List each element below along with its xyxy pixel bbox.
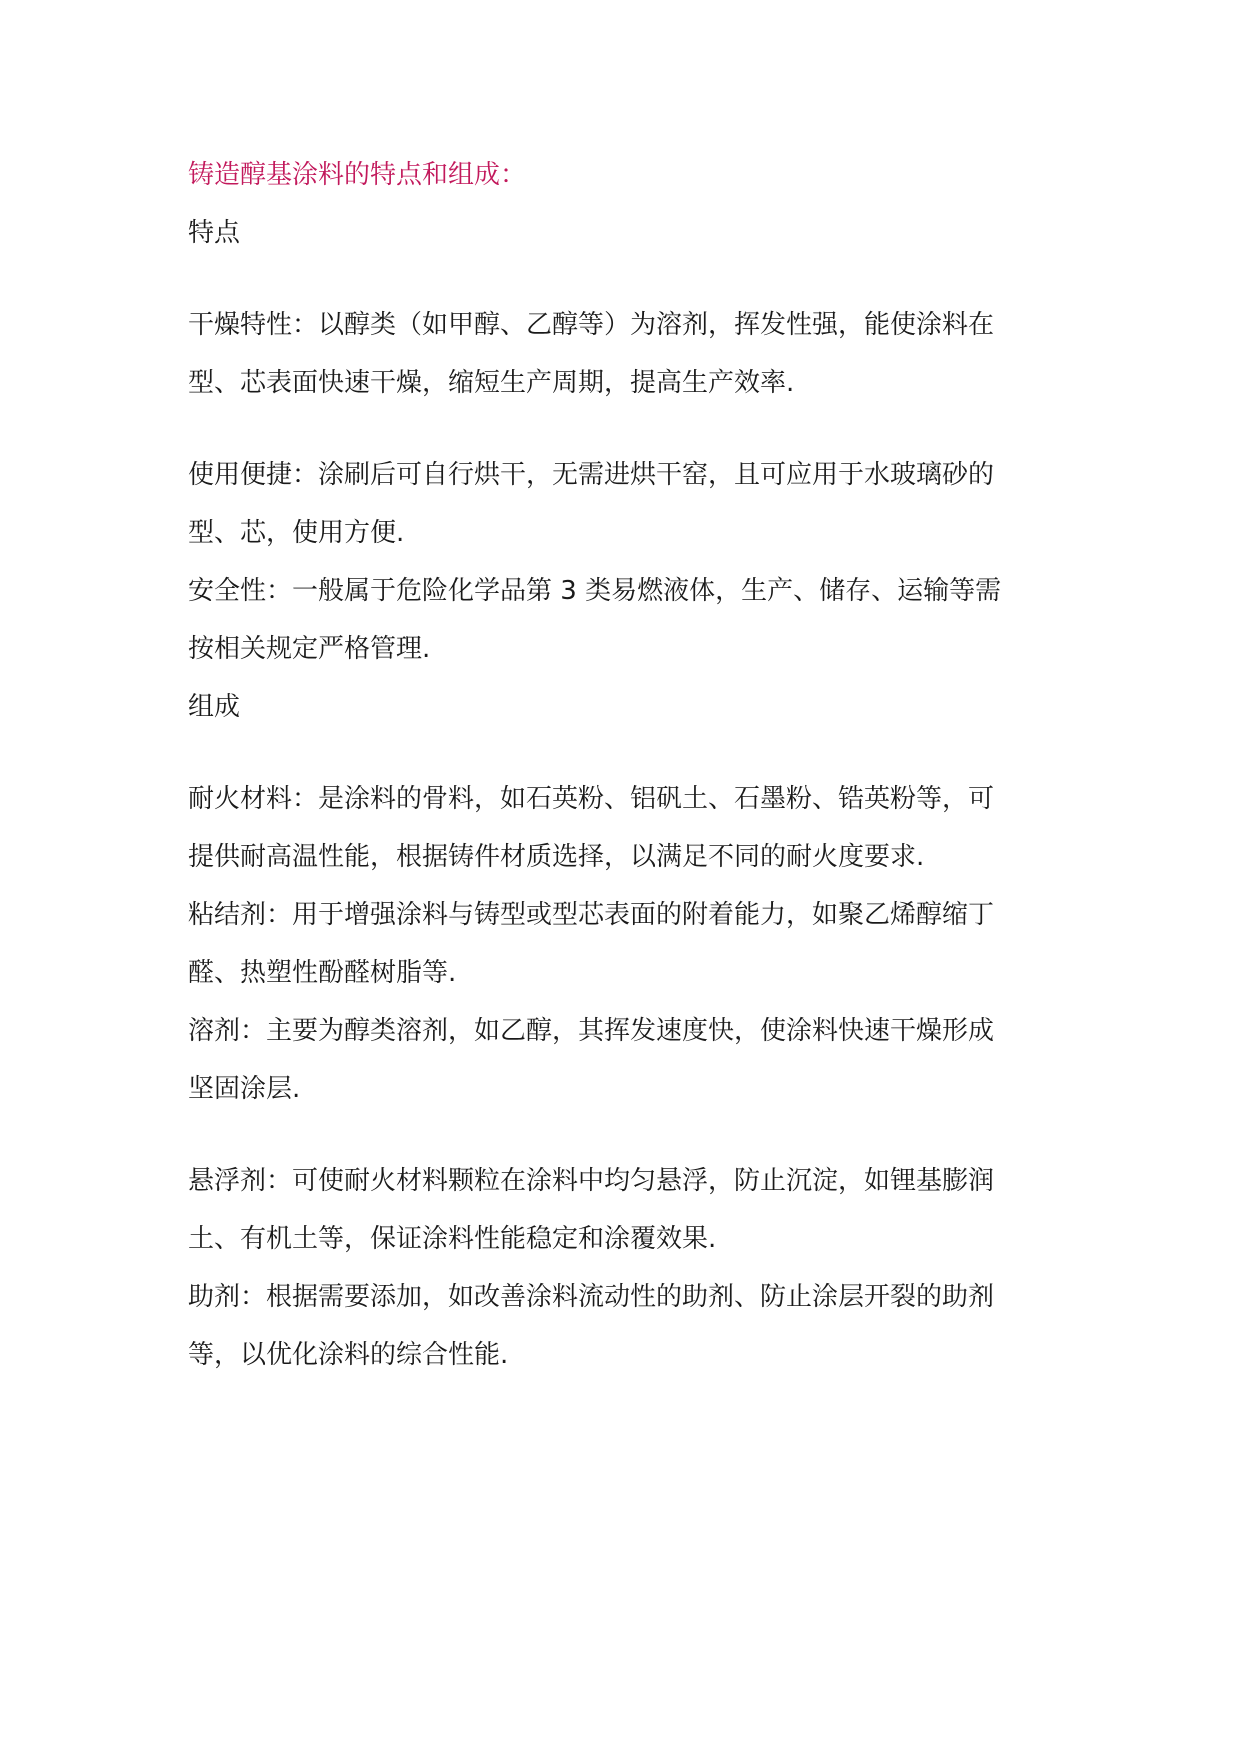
suspending-line-2: 土、有机土等，保证涂料性能稳定和涂覆效果. bbox=[188, 1224, 717, 1254]
additives-line-1: 助剂：根据需要添加，如改善涂料流动性的助剂、防止涂层开裂的助剂 bbox=[188, 1282, 995, 1312]
composition-heading: 组成 bbox=[188, 692, 241, 722]
solvent-line-2: 坚固涂层. bbox=[188, 1074, 301, 1104]
features-heading: 特点 bbox=[188, 218, 241, 248]
safety-line-2: 按相关规定严格管理. bbox=[188, 634, 431, 664]
additives-line-2: 等，以优化涂料的综合性能. bbox=[188, 1340, 509, 1370]
refractory-line-2: 提供耐高温性能，根据铸件材质选择，以满足不同的耐火度要求. bbox=[188, 842, 925, 872]
drying-line-1: 干燥特性：以醇类（如甲醇、乙醇等）为溶剂，挥发性强，能使涂料在 bbox=[188, 310, 995, 340]
convenience-line-2: 型、芯，使用方便. bbox=[188, 518, 405, 548]
refractory-line-1: 耐火材料：是涂料的骨料，如石英粉、铝矾土、石墨粉、锆英粉等，可 bbox=[188, 784, 995, 814]
convenience-line-1: 使用便捷：涂刷后可自行烘干，无需进烘干窑，且可应用于水玻璃砂的 bbox=[188, 460, 995, 490]
solvent-line-1: 溶剂：主要为醇类溶剂，如乙醇，其挥发速度快，使涂料快速干燥形成 bbox=[188, 1016, 995, 1046]
document-title: 铸造醇基涂料的特点和组成： bbox=[188, 160, 527, 190]
suspending-line-1: 悬浮剂：可使耐火材料颗粒在涂料中均匀悬浮，防止沉淀，如锂基膨润 bbox=[188, 1166, 995, 1196]
binder-line-2: 醛、热塑性酚醛树脂等. bbox=[188, 958, 457, 988]
binder-line-1: 粘结剂：用于增强涂料与铸型或型芯表面的附着能力，如聚乙烯醇缩丁 bbox=[188, 900, 995, 930]
drying-line-2: 型、芯表面快速干燥，缩短生产周期，提高生产效率. bbox=[188, 368, 795, 398]
safety-line-1: 安全性：一般属于危险化学品第 3 类易燃液体，生产、储存、运输等需 bbox=[188, 576, 1002, 606]
